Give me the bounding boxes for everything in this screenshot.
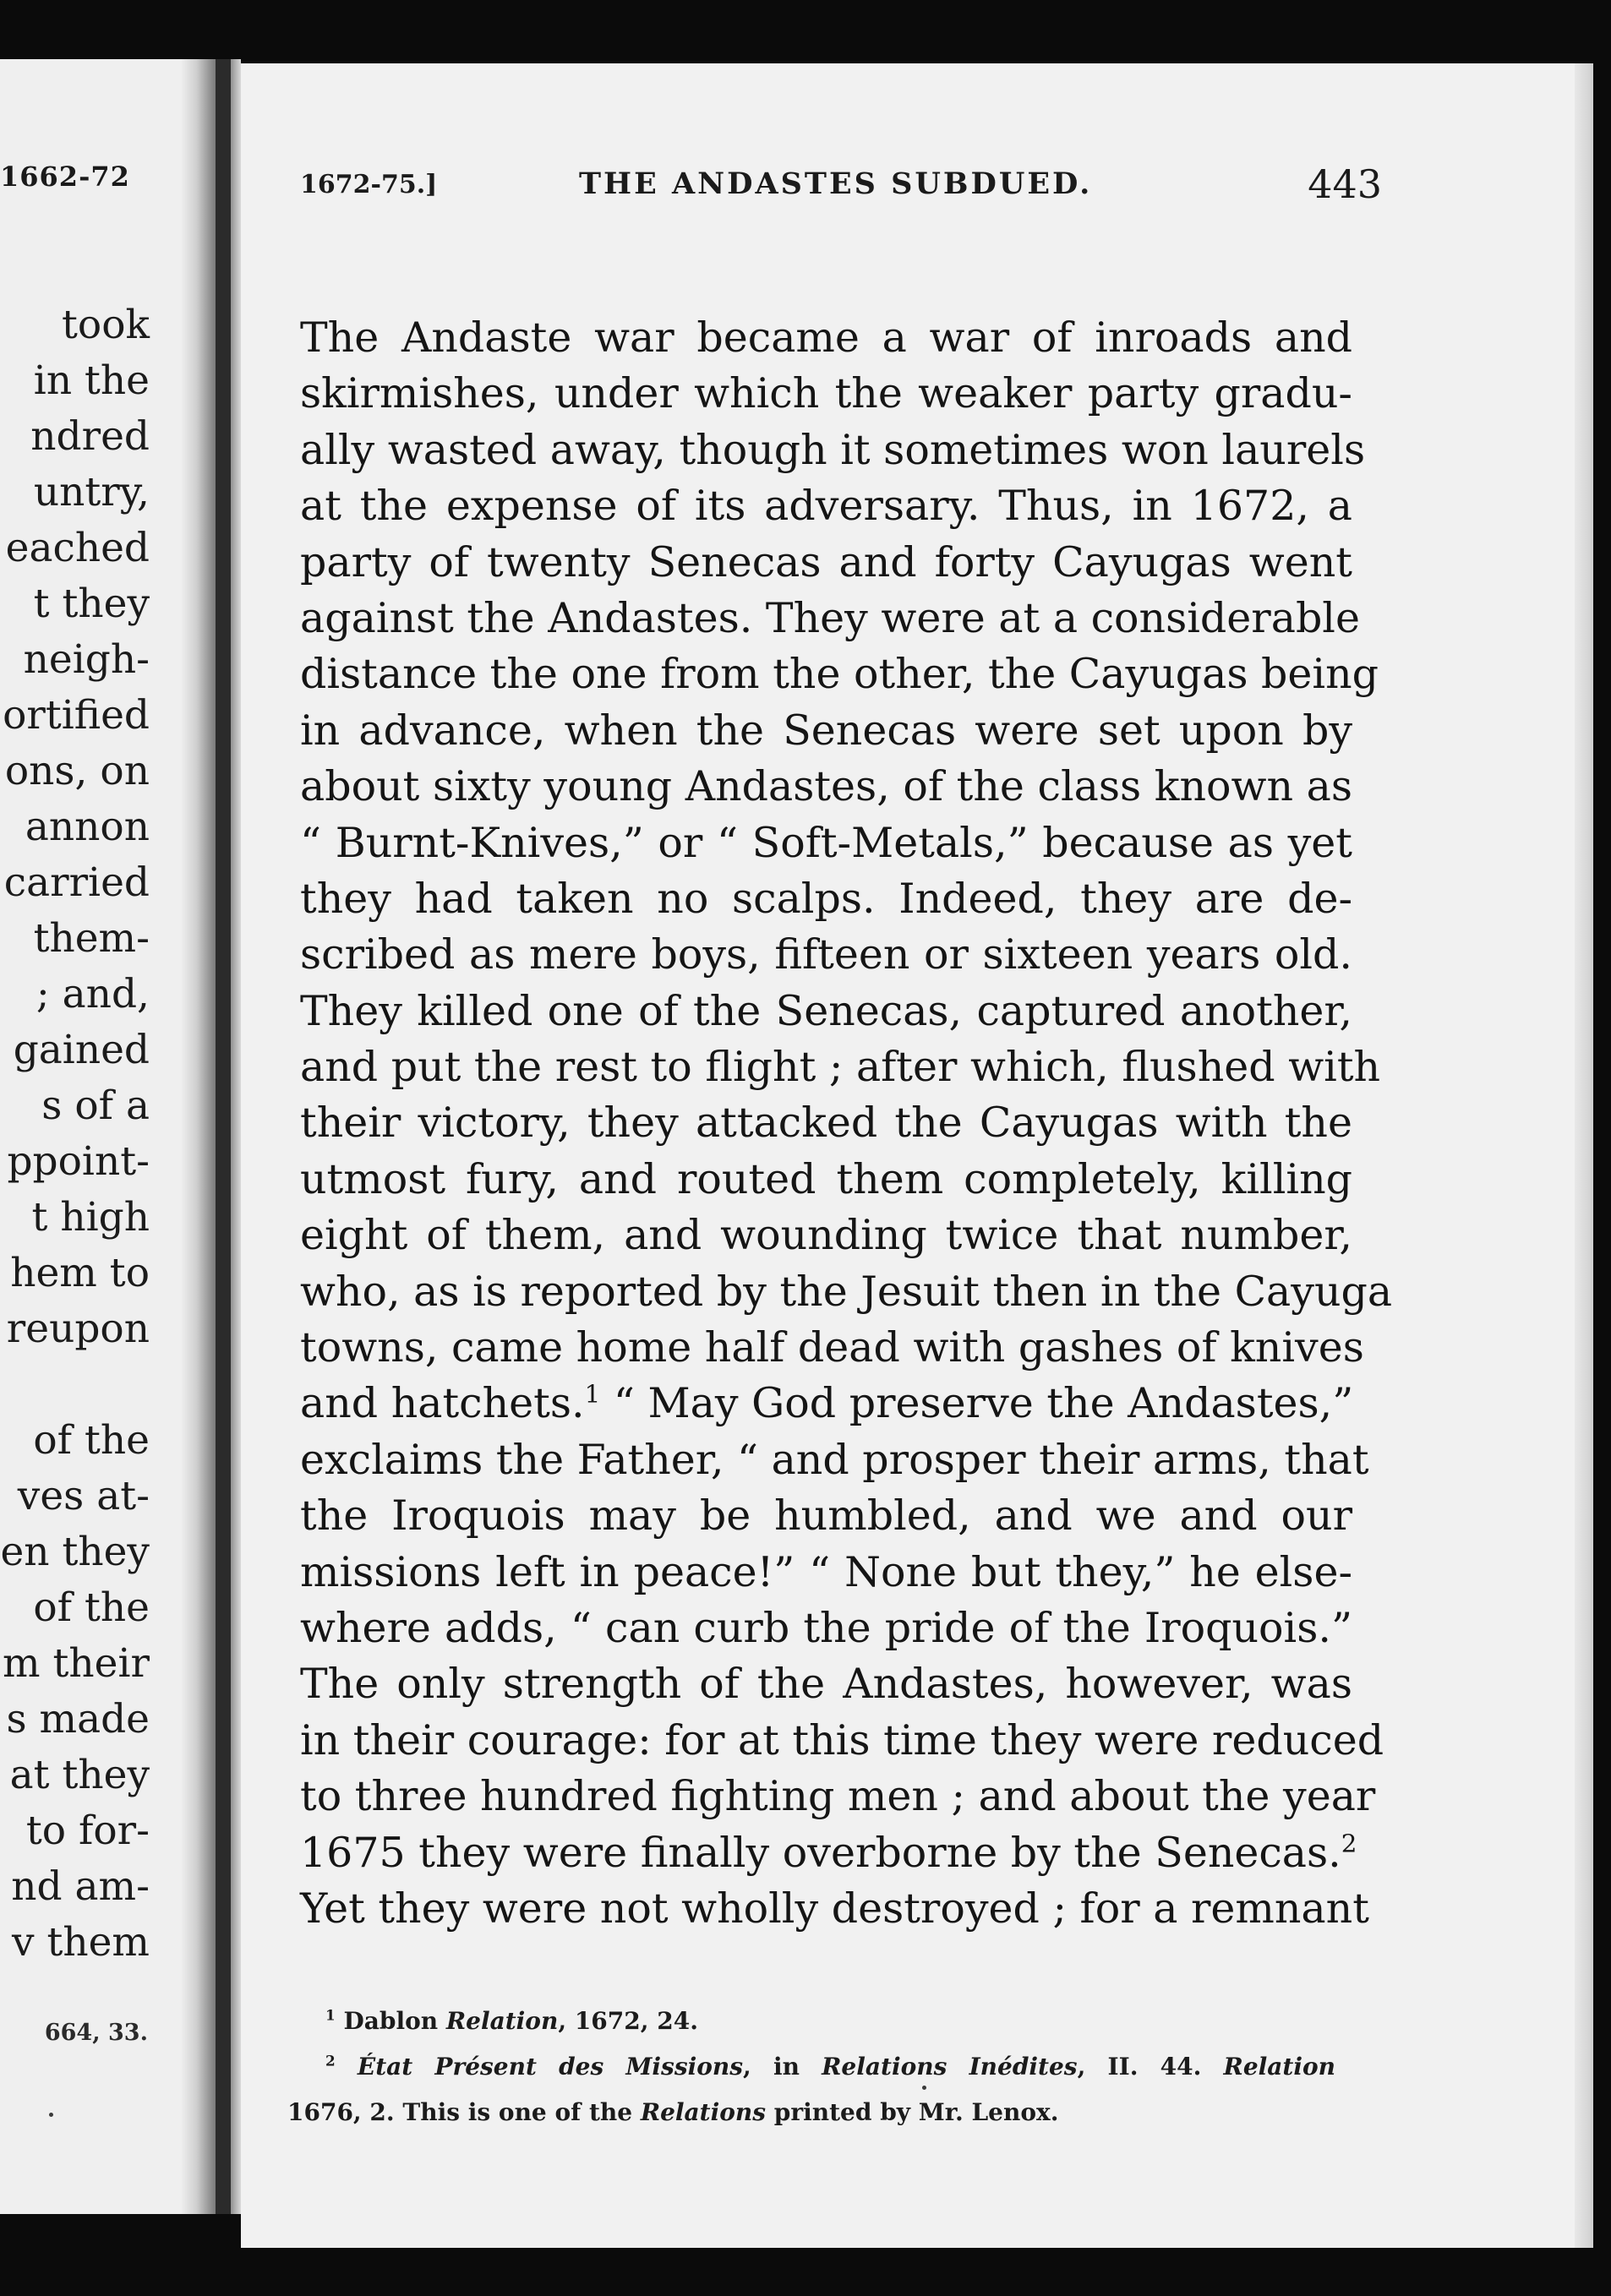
text-line: against the Andastes. They were at a considerable xyxy=(300,593,1360,642)
footnote-text: , in xyxy=(743,2053,822,2081)
text-line: missions left in peace!” “ None but they,” he else- xyxy=(300,1547,1352,1596)
text-line: about sixty young Andastes, of the class known as xyxy=(300,762,1352,811)
text-line-head: and hatchets. xyxy=(300,1379,585,1428)
text-line: distance the one from the other, the Cayugas being xyxy=(300,650,1379,699)
footnote-italic: État Présent des Missions xyxy=(357,2053,744,2081)
running-head xyxy=(300,163,1382,205)
text-line: in their courage: for at this time they were reduced xyxy=(300,1715,1384,1764)
footnotes xyxy=(287,1999,1335,2135)
facing-line: en they xyxy=(0,1529,150,1575)
text-line: at the expense of its adversary. Thus, in 1672, a xyxy=(300,482,1352,531)
facing-line: ortified xyxy=(3,692,150,739)
ink-speck xyxy=(922,2086,926,2090)
facing-line: neigh- xyxy=(23,636,150,683)
footnote-2-mark: 2 xyxy=(325,2052,336,2070)
facing-line: in the xyxy=(33,357,150,404)
facing-line: gained xyxy=(13,1027,150,1073)
text-line: to three hundred fighting men ; and about the year xyxy=(300,1772,1376,1821)
facing-line: t high xyxy=(31,1194,150,1241)
footnote-italic: Relation xyxy=(445,2007,559,2035)
text-line: their victory, they attacked the Cayugas with the xyxy=(300,1099,1352,1148)
facing-line: ; and, xyxy=(35,971,150,1017)
text-line: They killed one of the Senecas, captured another, xyxy=(300,986,1352,1035)
facing-line: took xyxy=(62,302,150,348)
footnote-italic: Relation xyxy=(1223,2053,1336,2081)
text-line: The only strength of the Andastes, however, was xyxy=(300,1660,1352,1709)
facing-page-footnote: 664, 33. xyxy=(44,2020,148,2046)
facing-line: s made xyxy=(6,1696,150,1742)
main-page xyxy=(241,63,1593,2248)
text-line: party of twenty Senecas and forty Cayugas went xyxy=(300,537,1352,586)
facing-line: s of a xyxy=(41,1083,150,1129)
footnote-text: Dablon xyxy=(343,2007,446,2035)
text-line-head: 1675 they were finally overborne by the Senecas. xyxy=(300,1828,1341,1877)
footnote-1-mark: 1 xyxy=(325,2006,336,2024)
text-line: exclaims the Father, “ and prosper their arms, that xyxy=(300,1435,1369,1484)
text-line: and put the rest to flight ; after which, flushed with xyxy=(300,1043,1381,1092)
facing-line: eached xyxy=(5,525,150,571)
footnote-italic: Relations Inédites xyxy=(822,2053,1078,2081)
text-line: towns, came home half dead with gashes of knives xyxy=(300,1323,1364,1372)
facing-line: ons, on xyxy=(4,748,150,794)
text-line: where adds, “ can curb the pride of the Iroquois.” xyxy=(300,1603,1352,1652)
facing-line: annon xyxy=(25,804,150,850)
text-line: The Andaste war became a war of inroads and xyxy=(300,314,1352,362)
facing-page-fragment xyxy=(0,59,182,2214)
footnote-ref-2: 2 xyxy=(1341,1829,1357,1858)
facing-line: of the xyxy=(33,1417,150,1464)
running-head-title: THE ANDASTES SUBDUED. xyxy=(579,166,1093,201)
text-line: scribed as mere boys, fifteen or sixteen years old. xyxy=(300,930,1352,979)
footnote-text: , 1672, 24. xyxy=(558,2007,698,2035)
body-text xyxy=(300,310,1393,1937)
text-line: skirmishes, under which the weaker party gradu- xyxy=(300,369,1352,418)
facing-line: hem to xyxy=(10,1250,150,1296)
facing-line: them- xyxy=(33,915,150,962)
footnote-italic: Relations xyxy=(640,2098,767,2126)
facing-line: carried xyxy=(3,859,150,906)
facing-line: t they xyxy=(33,581,150,627)
facing-line: ndred xyxy=(30,413,150,460)
footnote-2 xyxy=(287,2044,1335,2090)
book-gutter xyxy=(182,59,241,2214)
facing-line: nd am- xyxy=(11,1863,150,1910)
facing-line: at they xyxy=(9,1752,150,1798)
text-line: utmost fury, and routed them completely, killing xyxy=(300,1154,1352,1203)
text-line: the Iroquois may be humbled, and we and our xyxy=(300,1492,1352,1541)
page-number: 443 xyxy=(1308,161,1382,207)
text-line: who, as is reported by the Jesuit then in the Cayuga xyxy=(300,1267,1393,1316)
facing-line: ves at- xyxy=(17,1473,150,1519)
footnote-text: 1676, 2. This is one of the xyxy=(287,2098,641,2126)
footnote-2-continued xyxy=(287,2090,1335,2135)
facing-line: reupon xyxy=(6,1306,150,1352)
footnote-ref-1: 1 xyxy=(584,1380,601,1410)
facing-line: m their xyxy=(3,1640,150,1687)
facing-line: ppoint- xyxy=(7,1138,150,1185)
facing-line: of the xyxy=(33,1584,150,1631)
text-line: “ Burnt-Knives,” or “ Soft-Metals,” because as yet xyxy=(300,818,1352,867)
text-line: in advance, when the Senecas were set upon by xyxy=(300,706,1352,755)
facing-page-header: 1662-72 xyxy=(0,161,130,193)
facing-line: v them xyxy=(11,1919,150,1966)
footnote-text: printed by Mr. Lenox. xyxy=(766,2098,1059,2126)
text-line: Yet they were not wholly destroyed ; for a remnant xyxy=(300,1884,1369,1933)
running-head-date: 1672-75.] xyxy=(300,170,438,199)
text-line-with-note xyxy=(300,1825,1357,1881)
page-edge xyxy=(1575,63,1593,2248)
footnote-1 xyxy=(287,1999,1335,2044)
text-line-with-note xyxy=(300,1376,1352,1432)
facing-line: untry, xyxy=(33,469,150,515)
footnote-text: , II. 44. xyxy=(1077,2053,1224,2081)
text-line: eight of them, and wounding twice that number, xyxy=(300,1211,1352,1260)
text-line: ally wasted away, though it sometimes won laurels xyxy=(300,425,1366,474)
text-line: they had taken no scalps. Indeed, they are de- xyxy=(300,874,1352,923)
spine-shadow xyxy=(216,59,231,2214)
text-line-tail: “ May God preserve the Andastes,” xyxy=(600,1379,1354,1428)
facing-line: to for- xyxy=(25,1808,150,1854)
ink-speck xyxy=(49,2113,53,2117)
